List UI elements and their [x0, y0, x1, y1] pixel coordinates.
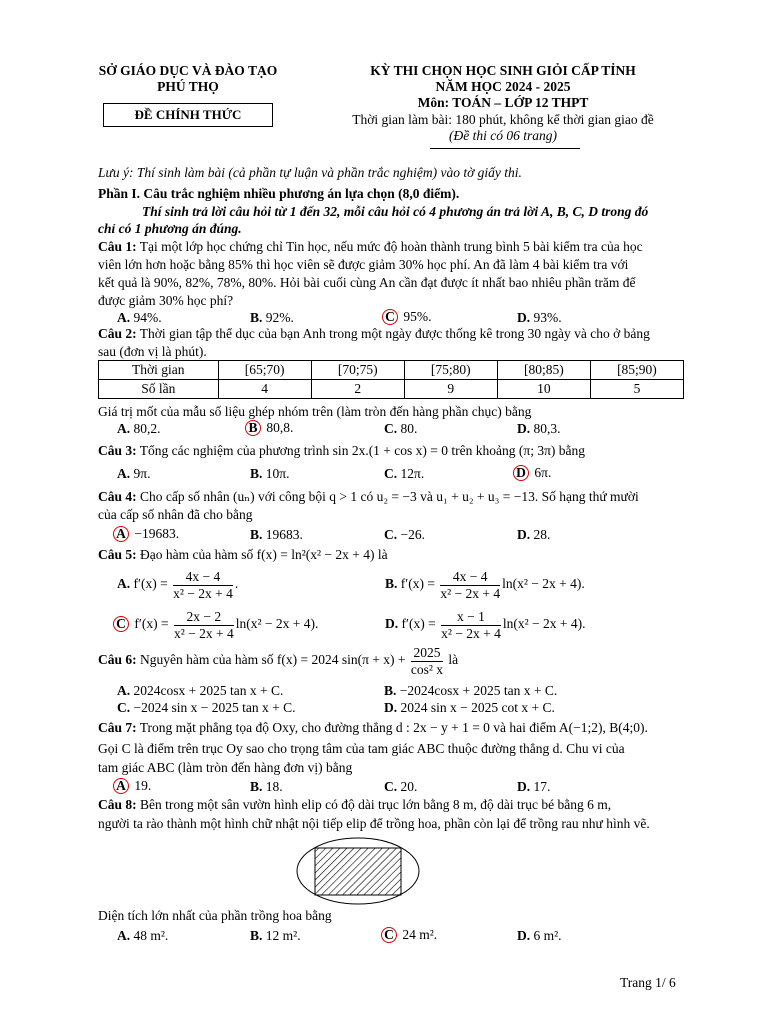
q1-line4: được giảm 30% học phí? [98, 293, 234, 308]
flower-bed-rectangle [315, 848, 401, 895]
q3-line1: Câu 3: Tổng các nghiệm của phương trình sin 2x.(1 + cos x) = 0 trên khoảng (π; 3π) bằng [98, 443, 585, 458]
q2-option-d: D. 80,3. [517, 421, 561, 436]
table-header: [70;75) [311, 361, 404, 380]
q6-option-c: C. −2024 sin x − 2025 tan x + C. [117, 700, 296, 715]
part1-instr1: Thí sinh trả lời câu hỏi từ 1 đến 32, mỗi câu hỏi có 4 phương án trả lời A, B, C, D trong đó [142, 204, 649, 219]
answer-circle: B [245, 420, 261, 436]
q1-line3: kết quả là 90%, 82%, 78%, 80%. Hỏi bài cuối cùng An cần đạt được ít nhất bao nhiêu phần trăm để [98, 275, 636, 290]
q4-line2: của cấp số nhân đã cho bằng [98, 507, 253, 522]
q7-option-a: A 19. [113, 778, 151, 794]
exam-time: Thời gian làm bài: 180 phút, không kể thời gian giao đề [352, 111, 654, 127]
answer-circle: C [382, 309, 398, 325]
q2-line1: Câu 2: Thời gian tập thể dục của bạn Anh trong một ngày được thống kê trong 30 ngày và cho ở bảng [98, 326, 650, 341]
q7-line3: tam giác ABC (làm tròn đến hàng đơn vị) bằng [98, 760, 353, 775]
q3-option-a: A. 9π. [117, 466, 151, 481]
answer-circle: D [513, 465, 529, 481]
q3-option-c: C. 12π. [384, 466, 425, 481]
table-cell: 2 [311, 380, 404, 399]
answer-circle: A [113, 526, 129, 542]
q6-line1: Câu 6: Nguyên hàm của hàm số f(x) = 2024 sin(π + x) + $\frac{2025}{\text{cos² x}}$ là [98, 645, 459, 677]
frequency-table [98, 360, 684, 399]
table-header: [80;85) [497, 361, 590, 380]
q2-line3: Giá trị mốt của mẫu số liệu ghép nhóm trên (làm tròn đến hàng phần chục) bằng [98, 404, 532, 419]
school-year: NĂM HỌC 2024 - 2025 [435, 79, 571, 95]
q7-option-d: D. 17. [517, 779, 551, 794]
q5-option-b: B. f′(x) = $\frac{4x - 4}{\text{x² − 2x + 4}}$ ln(x² − 2x + 4). [385, 569, 585, 601]
q8-line3: Diện tích lớn nhất của phần trồng hoa bằng [98, 908, 332, 923]
table-header: Thời gian [99, 361, 219, 380]
q4-option-b: B. 19683. [250, 527, 303, 542]
official-label: ĐỀ CHÍNH THỨC [134, 107, 242, 122]
ellipse-garden-figure [295, 836, 421, 906]
table-cell: 4 [218, 380, 311, 399]
q3-option-d: D 6π. [513, 465, 551, 481]
q7-line2: Gọi C là điểm trên trục Oy sao cho trọng tâm của tam giác ABC thuộc đường thẳng d. Chu vi của [98, 741, 625, 756]
subject: Môn: TOÁN – LỚP 12 THPT [417, 95, 589, 111]
answer-circle: C [381, 927, 397, 943]
table-header: [75;80) [404, 361, 497, 380]
q4-option-c: C. −26. [384, 527, 425, 542]
q7-line1: Câu 7: Trong mặt phẳng tọa độ Oxy, cho đường thẳng d : 2x − y + 1 = 0 và hai điểm A(−1;2), B(4;0). [98, 720, 648, 735]
table-cell: 5 [590, 380, 683, 399]
q1-option-c: C 95%. [382, 309, 432, 325]
q5-line1: Câu 5: Đạo hàm của hàm số f(x) = ln²(x² − 2x + 4) là [98, 547, 388, 562]
header-divider [430, 148, 580, 149]
q8-option-d: D. 6 m². [517, 928, 562, 943]
table-header: [85;90) [590, 361, 683, 380]
q3-option-b: B. 10π. [250, 466, 290, 481]
q8-option-c: C 24 m². [381, 927, 437, 943]
official-label-box [103, 103, 273, 127]
q4-line1: Câu 4: Cho cấp số nhân (uₙ) với công bội q > 1 có u₂ = −3 và u₁ + u₂ + u₃ = −13. Số hạng thứ mười [98, 489, 639, 504]
answer-circle: C [113, 616, 129, 632]
q1-line1: Câu 1: Tại một lớp học chứng chỉ Tin học, nếu mức độ hoàn thành trung bình 5 bài kiểm tra của học [98, 239, 643, 254]
part1-title: Phần I. Câu trắc nghiệm nhiều phương án lựa chọn (8,0 điểm). [98, 186, 460, 201]
q7-option-c: C. 20. [384, 779, 418, 794]
q2-option-a: A. 80,2. [117, 421, 161, 436]
q5-option-a: A. f′(x) = $\frac{4x - 4}{\text{x² − 2x + 4}}$ . [117, 569, 239, 601]
note: Lưu ý: Thí sinh làm bài (cả phần tự luận và phần trắc nghiệm) vào tờ giấy thi. [98, 165, 522, 180]
q4-option-d: D. 28. [517, 527, 551, 542]
q8-line1: Câu 8: Bên trong một sân vườn hình elip có độ dài trục lớn bằng 8 m, độ dài trục bé bằng 6 m, [98, 797, 612, 812]
dept-line2: PHÚ THỌ [157, 79, 219, 95]
q2-option-c: C. 80. [384, 421, 418, 436]
q7-option-b: B. 18. [250, 779, 283, 794]
table-cell: 9 [404, 380, 497, 399]
table-cell: 10 [497, 380, 590, 399]
q2-option-b: B 80,8. [245, 420, 293, 436]
q8-option-a: A. 48 m². [117, 928, 169, 943]
q1-option-a: A. 94%. [117, 310, 162, 325]
q1-line2: viên lớn hơn hoặc bằng 85% thì học viên sẽ được giảm 30% học phí. An đã làm 4 bài kiểm tra với [98, 257, 629, 272]
answer-circle: A [113, 778, 129, 794]
q1-option-d: D. 93%. [517, 310, 562, 325]
page-count: (Đề thi có 06 trang) [449, 127, 557, 143]
table-header: [65;70) [218, 361, 311, 380]
q6-option-d: D. 2024 sin x − 2025 cot x + C. [384, 700, 555, 715]
q8-line2: người ta rào thành một hình chữ nhật nội tiếp elip để trồng hoa, phần còn lại để trồng rau như hình vẽ. [98, 816, 650, 831]
q8-option-b: B. 12 m². [250, 928, 301, 943]
part1-instr2: chỉ có 1 phương án đúng. [98, 221, 242, 236]
dept-line1: SỞ GIÁO DỤC VÀ ĐÀO TẠO [98, 63, 278, 78]
q6-option-b: B. −2024cosx + 2025 tan x + C. [384, 683, 558, 698]
q5-option-d: D. f′(x) = $\frac{x - 1}{\text{x² − 2x + 4}}$ ln(x² − 2x + 4). [385, 609, 586, 641]
q4-option-a: A −19683. [113, 526, 179, 542]
q1-option-b: B. 92%. [250, 310, 294, 325]
exam-title: KỲ THI CHỌN HỌC SINH GIỎI CẤP TỈNH [370, 63, 636, 78]
q6-option-a: A. 2024cosx + 2025 tan x + C. [117, 683, 284, 698]
table-cell: Số lần [99, 380, 219, 399]
page-number: Trang 1/ 6 [620, 975, 676, 990]
q2-line2: sau (đơn vị là phút). [98, 344, 207, 359]
q5-option-c: C f′(x) = $\frac{2x - 2}{\text{x² − 2x + 4}}$ ln(x² − 2x + 4). [113, 609, 318, 641]
